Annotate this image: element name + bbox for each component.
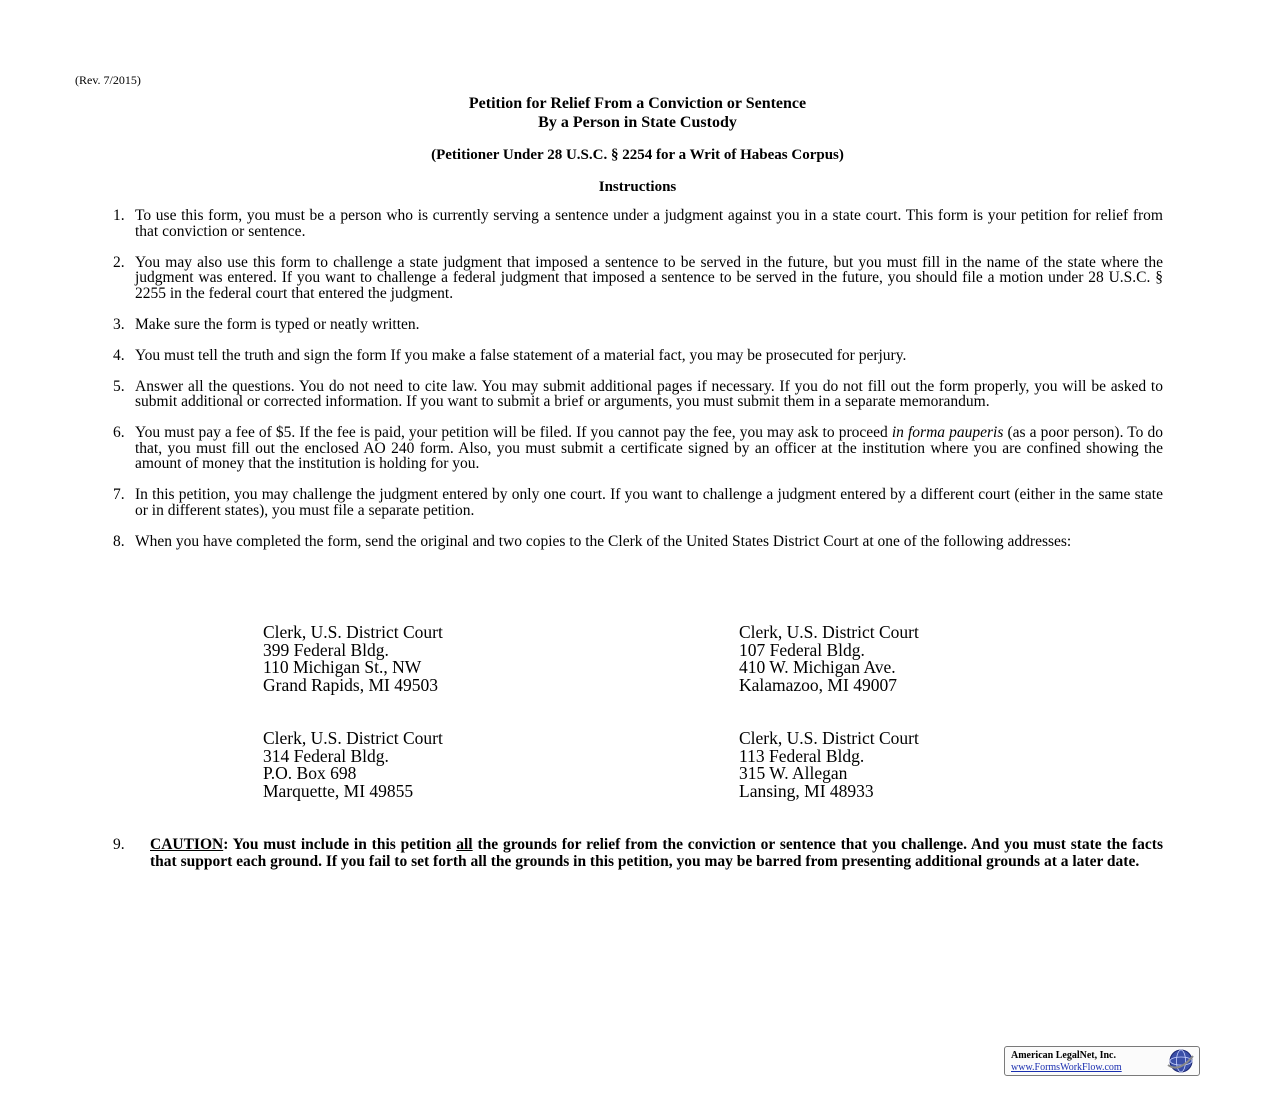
- instruction-item-6: [113, 425, 1163, 472]
- address-block-lansing: [739, 730, 919, 801]
- item-text: To use this form, you must be a person who is currently serving a sentence under a judgment against you in a state court. This form is your petition for relief from that conviction or sentence.: [135, 207, 1163, 240]
- item-text: Answer all the questions. You do not need to cite law. You may submit additional pages if necessary. If you do not fill out the form properly, you will be asked to submit additional or corrected information. If you want to submit a brief or arguments, you must submit them in a separate memorandum.: [135, 377, 1163, 410]
- caution-text: [150, 836, 1163, 870]
- address-line: 110 Michigan St., NW: [263, 657, 422, 678]
- instruction-item-7: [113, 487, 1163, 518]
- item-text-part: (as a poor person). To do that, you must fill out the enclosed AO 240 form. Also, you must submit a certificate signed by an officer at the institution where you are confined showing the amount of money that the institution is holding for you.: [135, 424, 1163, 472]
- address-line: Clerk, U.S. District Court: [263, 728, 443, 748]
- address-block-marquette: [263, 730, 443, 801]
- item-number: 3.: [113, 315, 125, 333]
- instructions-heading: Instructions: [598, 179, 677, 195]
- logo-company-name: American LegalNet, Inc.: [1011, 1050, 1116, 1061]
- item-text-italic: in forma pauperis: [891, 424, 1004, 441]
- item-text: You may also use this form to challenge a state judgment that imposed a sentence to be served in the future, but you must fill in the name of the state where the judgment was entered. If you want to challenge a federal judgment that imposed a sentence to be served in the future, you should file a motion under 28 U.S.C. § 2255 in the federal court that entered the judgment.: [135, 253, 1163, 302]
- caution-emphasis: all: [456, 836, 473, 853]
- item-number: 6.: [113, 424, 125, 441]
- address-block-grand-rapids: [263, 624, 443, 695]
- address-line: 314 Federal Bldg.: [263, 745, 389, 766]
- caution-label: CAUTION: [150, 836, 224, 853]
- form-title-line2: By a Person in State Custody: [538, 114, 737, 131]
- revision-label: (Rev. 7/2015): [75, 73, 141, 87]
- instruction-item-1: [113, 208, 1163, 239]
- logo-url-link[interactable]: www.FormsWorkFlow.com: [1011, 1062, 1122, 1073]
- address-line: 410 W. Michigan Ave.: [739, 657, 896, 678]
- item-number: 2.: [113, 253, 125, 271]
- address-line: Clerk, U.S. District Court: [739, 728, 919, 748]
- american-legalnet-logo[interactable]: [1004, 1046, 1200, 1076]
- address-line: P.O. Box 698: [263, 763, 357, 784]
- item-number: 9.: [113, 836, 125, 853]
- item-number: 8.: [113, 532, 125, 550]
- item-number: 7.: [113, 486, 125, 503]
- item-text-part: You must pay a fee of $5. If the fee is paid, your petition will be filed. If you cannot pay the fee, you may ask to proceed: [135, 424, 892, 441]
- item-text: In this petition, you may challenge the judgment entered by only one court. If you want to challenge a judgment entered by a different court (either in the same state or in different states), you must file a separate petition.: [135, 486, 1163, 519]
- item-text: When you have completed the form, send the original and two copies to the Clerk of the United States District Court at one of the following addresses:: [135, 532, 1072, 550]
- instruction-item-8: [113, 534, 1163, 550]
- caution-notice: [113, 836, 1163, 870]
- instruction-item-3: [113, 317, 1163, 333]
- item-text: [135, 425, 1163, 472]
- form-subtitle: (Petitioner Under 28 U.S.C. § 2254 for a Writ of Habeas Corpus): [431, 147, 844, 163]
- item-number: 1.: [113, 207, 125, 224]
- instruction-item-4: [113, 348, 1163, 364]
- form-title-line1: Petition for Relief From a Conviction or Sentence: [468, 95, 807, 112]
- instruction-item-2: [113, 255, 1163, 302]
- address-block-kalamazoo: [739, 624, 919, 695]
- instruction-item-5: [113, 379, 1163, 410]
- item-text: You must tell the truth and sign the form If you make a false statement of a material fact, you may be prosecuted for perjury.: [135, 346, 907, 364]
- address-line: 107 Federal Bldg.: [739, 639, 865, 660]
- address-line: Clerk, U.S. District Court: [739, 622, 919, 642]
- address-line: 315 W. Allegan: [739, 763, 848, 784]
- item-number: 4.: [113, 346, 125, 364]
- address-line: Kalamazoo, MI 49007: [739, 675, 897, 696]
- address-line: Lansing, MI 48933: [739, 781, 874, 802]
- globe-icon: [1165, 1048, 1195, 1074]
- item-number: 5.: [113, 377, 125, 395]
- caution-text-part: : You must include in this petition: [223, 836, 457, 853]
- caution-text-part: the grounds for relief from the conviction or sentence that you challenge. And you must state the facts that support each ground. If you fail to set forth all the grounds in this petition, you may be barred from presenting additional grounds at a later date.: [150, 836, 1163, 870]
- item-text: Make sure the form is typed or neatly written.: [135, 315, 420, 333]
- instructions-list: [113, 208, 1163, 565]
- address-line: 399 Federal Bldg.: [263, 639, 389, 660]
- address-line: Grand Rapids, MI 49503: [263, 675, 438, 696]
- address-line: Marquette, MI 49855: [263, 781, 414, 802]
- address-line: 113 Federal Bldg.: [739, 745, 865, 766]
- address-line: Clerk, U.S. District Court: [263, 622, 443, 642]
